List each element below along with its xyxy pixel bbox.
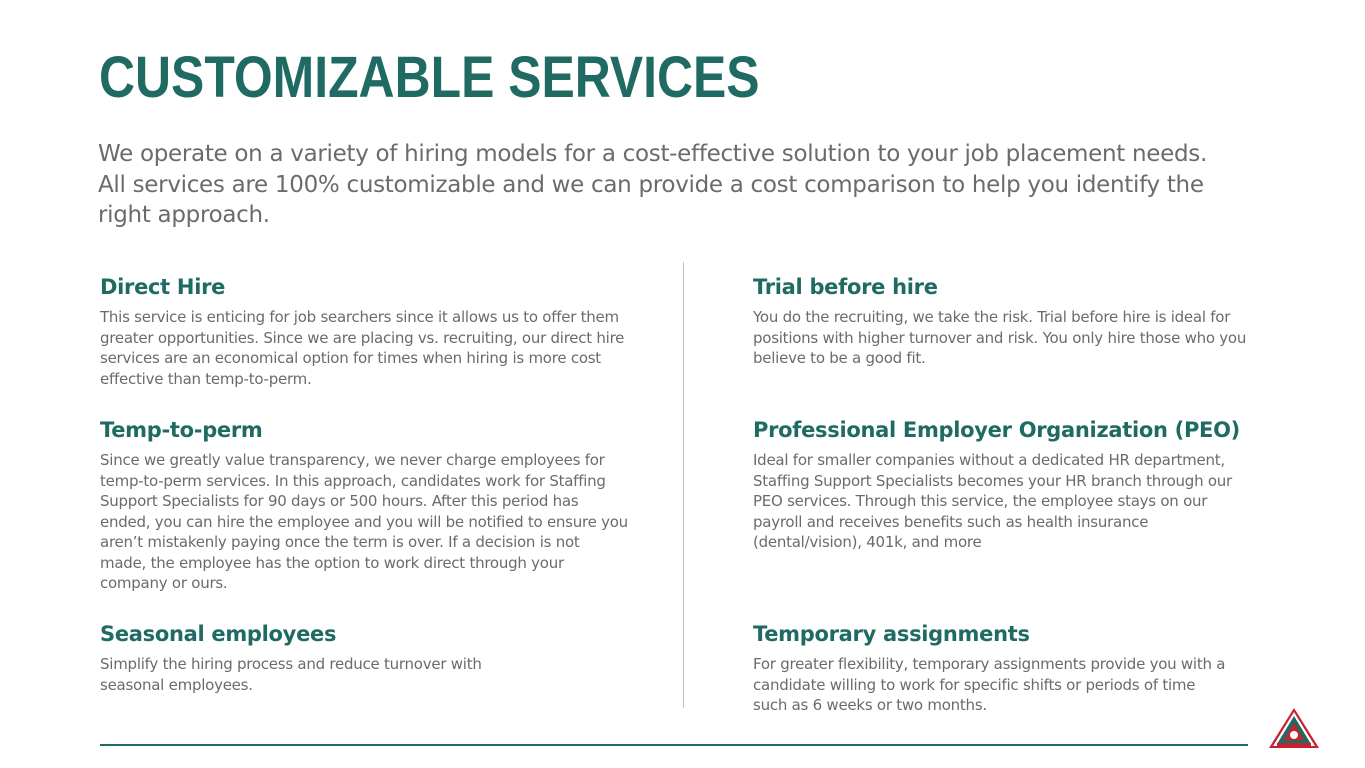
page-title: CUSTOMIZABLE SERVICES xyxy=(99,45,760,110)
column-divider xyxy=(683,262,684,708)
service-heading: Temporary assignments xyxy=(753,622,1030,646)
service-description: Since we greatly value transparency, we never charge employees for temp-to-perm services. In this approach, candidates work for Staffing Support Specialists for 90 days or 500 hours. After this period has ended, you can hire the employee and you will be notified to ensure you aren’t mistakenly paying once the term is over. If a decision is not made, the employee has the option to work direct through your company or ours. xyxy=(100,451,628,592)
intro-paragraph: We operate on a variety of hiring models for a cost-effective solution to your job placement needs. All services are 100% customizable and we can provide a cost comparison to help you identify the right approach. xyxy=(98,141,1207,228)
service-description: Ideal for smaller companies without a dedicated HR department, Staffing Support Specialists becomes your HR branch through our PEO services. Through this service, the employee stays on our payroll and receives benefits such as health insurance (dental/vision), 401k, and more xyxy=(753,451,1232,551)
service-peo xyxy=(753,416,1243,553)
service-heading: Temp-to-perm xyxy=(100,418,263,442)
service-heading: Professional Employer Organization (PEO) xyxy=(753,418,1240,442)
service-description: You do the recruiting, we take the risk. Trial before hire is ideal for positions with higher turnover and risk. You only hire those who you believe to be a good fit. xyxy=(753,308,1247,367)
service-trial-before-hire xyxy=(753,273,1253,369)
service-description: For greater flexibility, temporary assignments provide you with a candidate willing to work for specific shifts or periods of time such as 6 weeks or two months. xyxy=(753,655,1226,714)
service-temporary-assignments xyxy=(753,620,1233,716)
service-description: This service is enticing for job searchers since it allows us to offer them greater opportunities. Since we are placing vs. recruiting, our direct hire services are an economical option for times when hiring is more cost effective than temp-to-perm. xyxy=(100,308,625,388)
service-description: Simplify the hiring process and reduce turnover with seasonal employees. xyxy=(100,655,482,694)
service-direct-hire xyxy=(100,273,630,389)
service-seasonal-employees xyxy=(100,620,540,695)
service-heading: Seasonal employees xyxy=(100,622,337,646)
service-heading: Trial before hire xyxy=(753,275,938,299)
bottom-rule xyxy=(100,744,1248,746)
service-temp-to-perm xyxy=(100,416,630,594)
service-heading: Direct Hire xyxy=(100,275,226,299)
company-logo-icon xyxy=(1268,707,1320,749)
